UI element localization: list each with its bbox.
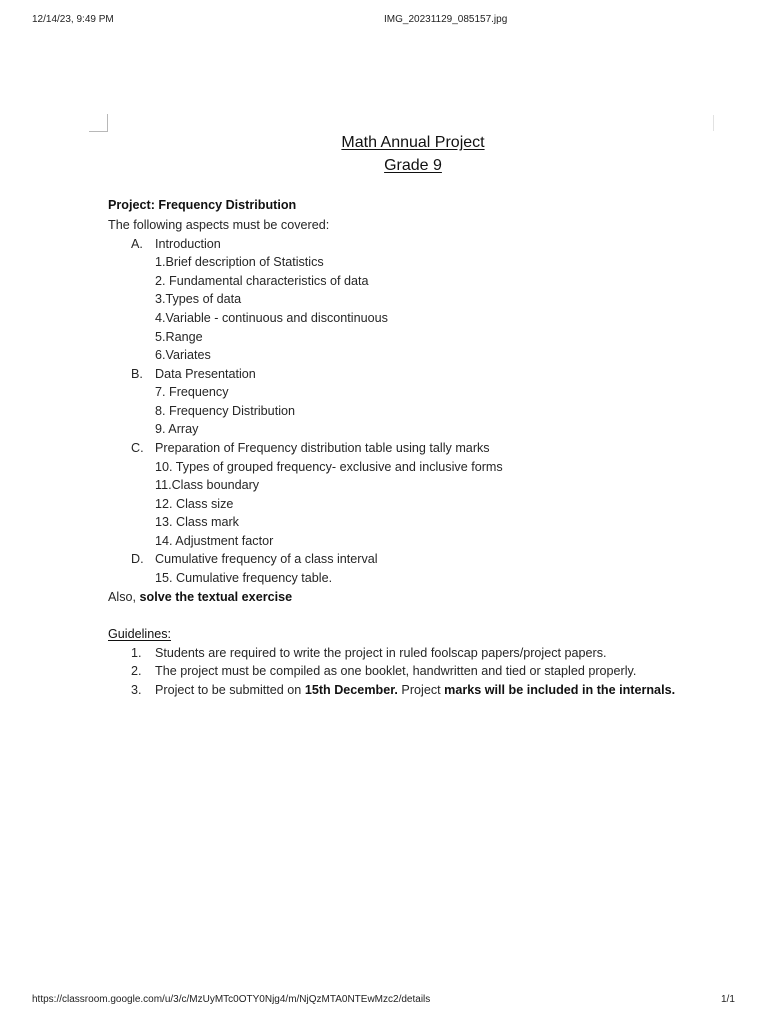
guideline-text: The project must be compiled as one booklet, handwritten and tied or stapled properly.	[155, 664, 637, 678]
list-item: 13. Class mark	[155, 515, 239, 529]
section-letter: B.	[131, 367, 143, 381]
list-item: 10. Types of grouped frequency- exclusive and inclusive forms	[155, 460, 503, 474]
page-edge-mark	[713, 115, 714, 131]
internals-note: marks will be included in the internals.	[444, 683, 676, 697]
list-item: 5.Range	[155, 330, 203, 344]
list-item: 1.Brief description of Statistics	[155, 255, 324, 269]
page-corner-mark	[89, 114, 108, 132]
section-letter: A.	[131, 237, 143, 251]
intro-line: The following aspects must be covered:	[108, 218, 330, 232]
guideline-text: Students are required to write the project in ruled foolscap papers/project papers.	[155, 646, 607, 660]
section-title: Cumulative frequency of a class interval	[155, 552, 378, 566]
also-line	[108, 589, 292, 605]
guideline-number: 3.	[131, 683, 142, 697]
guideline-number: 2.	[131, 664, 142, 678]
print-filename: IMG_20231129_085157.jpg	[384, 14, 508, 25]
list-item: 9. Array	[155, 422, 199, 436]
list-item: 2. Fundamental characteristics of data	[155, 274, 369, 288]
list-item: 15. Cumulative frequency table.	[155, 571, 333, 585]
list-item: 4.Variable - continuous and discontinuous	[155, 311, 388, 325]
section-letter: D.	[131, 552, 144, 566]
section-title: Preparation of Frequency distribution table using tally marks	[155, 441, 490, 455]
also-prefix: Also,	[108, 590, 140, 604]
guidelines-heading: Guidelines:	[108, 627, 172, 641]
list-item: 8. Frequency Distribution	[155, 404, 295, 418]
print-url: https://classroom.google.com/u/3/c/MzUyMTc0OTY0Njg4/m/NjQzMTA0NTEwMzc2/details	[32, 994, 431, 1005]
section-title: Data Presentation	[155, 367, 256, 381]
guideline-number: 1.	[131, 646, 142, 660]
document-subtitle: Grade 9	[384, 157, 442, 174]
list-item: 14. Adjustment factor	[155, 534, 274, 548]
also-bold-text: solve the textual exercise	[139, 590, 293, 604]
print-page-number: 1/1	[721, 994, 735, 1005]
submission-date: 15th December.	[304, 683, 398, 697]
document-title: Math Annual Project	[341, 134, 485, 151]
guideline-text-part: Project	[397, 683, 445, 697]
print-footer	[0, 994, 768, 1010]
list-item: 7. Frequency	[155, 385, 229, 399]
list-item: 12. Class size	[155, 497, 234, 511]
print-datetime: 12/14/23, 9:49 PM	[32, 14, 114, 25]
section-title: Introduction	[155, 237, 221, 251]
project-heading: Project: Frequency Distribution	[108, 198, 297, 212]
list-item: 11.Class boundary	[155, 478, 260, 492]
list-item: 6.Variates	[155, 348, 211, 362]
print-header	[0, 14, 768, 30]
section-letter: C.	[131, 441, 144, 455]
list-item: 3.Types of data	[155, 292, 242, 306]
guideline-text	[155, 682, 675, 698]
guideline-text-part: Project to be submitted on	[155, 683, 305, 697]
